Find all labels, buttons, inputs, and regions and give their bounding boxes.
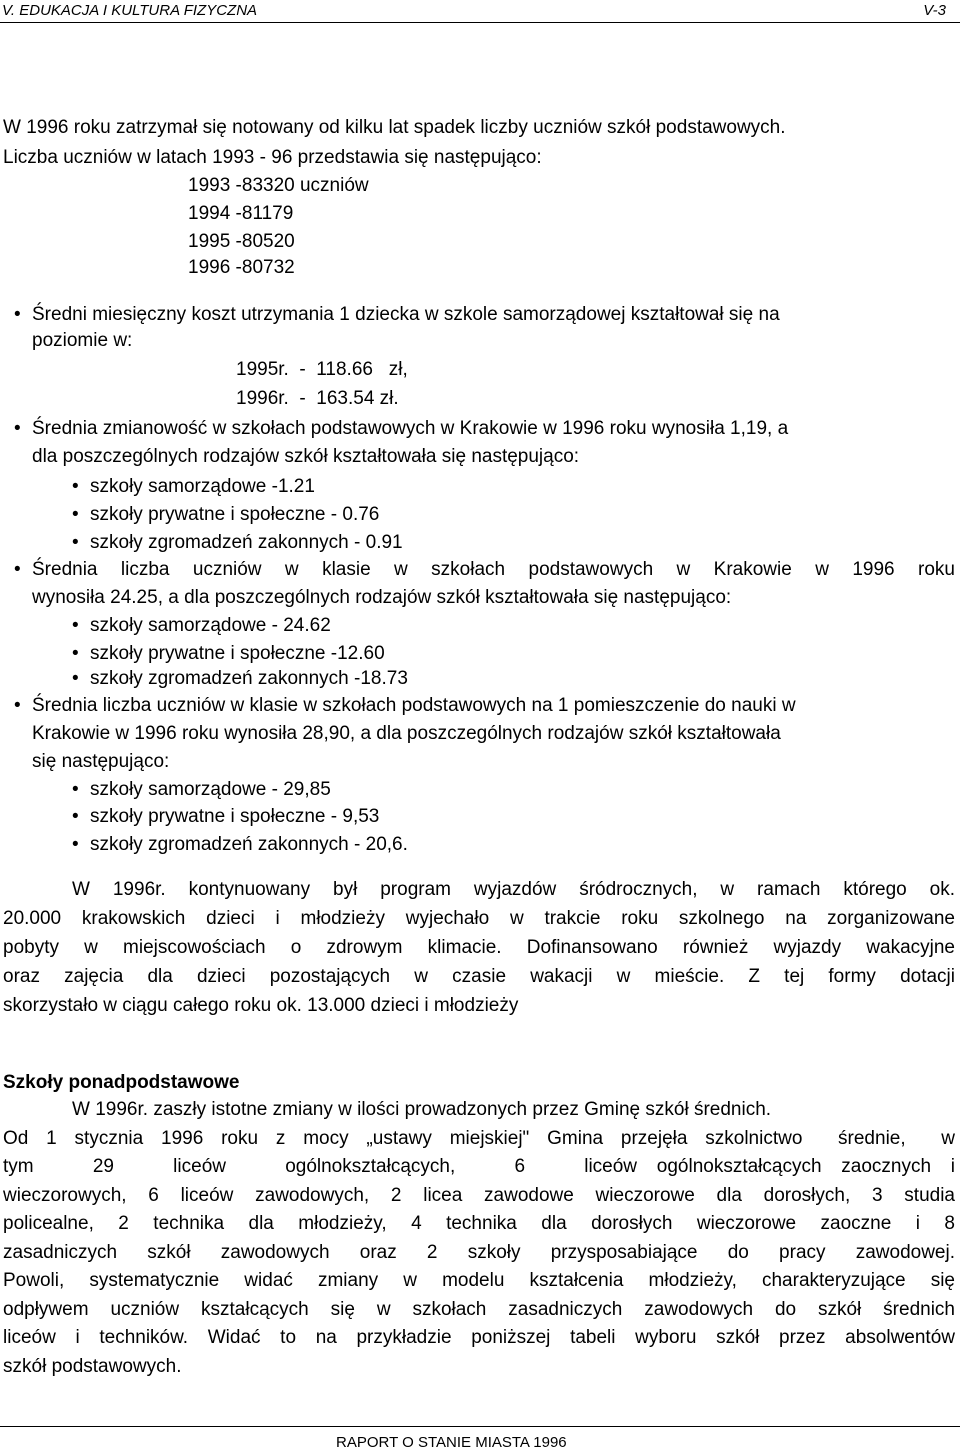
bullet-dot-icon: • [14,304,21,325]
cost-1996: 1996r. - 163.54 zł. [236,388,399,409]
secondary-line-1: W 1996r. zaszły istotne zmiany w ilości prowadzonych przez Gminę szkół średnich. [72,1099,772,1120]
bullet-dot-icon: • [14,418,21,439]
header-rule [0,22,960,23]
bullet-class-size [14,557,955,583]
secondary-line-8: odpływem uczniów kształcących się w szkołach zasadniczych zawodowych do szkół średnich [3,1299,955,1320]
room-item-2 [72,804,380,830]
bullet-dot-icon: • [72,476,79,497]
secondary-line-10: szkół podstawowych. [3,1356,182,1377]
room-item-1 [72,777,331,803]
bullet-cost [14,302,780,328]
shift-item-2 [72,502,380,528]
bullet-room-line-2: Krakowie w 1996 roku wynosiła 28,90, a dla poszczególnych rodzajów szkół kształtowała [32,723,781,744]
bullet-class-size-line-1: Średnia liczba uczniów w klasie w szkołach podstawowych w Krakowie w 1996 roku [32,559,955,580]
shift-item-1 [72,474,315,500]
bullet-cost-line-2: poziomie w: [32,330,133,351]
secondary-line-7: Powoli, systematycznie widać zmiany w modelu kształcenia młodzieży, charakteryzujące się [3,1270,955,1291]
bullet-dot-icon: • [72,668,79,689]
bullet-room [14,693,796,719]
shift-item-3-text: szkoły zgromadzeń zakonnych - 0.91 [90,532,403,553]
bullet-room-line-1: Średnia liczba uczniów w klasie w szkołach podstawowych na 1 pomieszczenie do nauki w [32,695,796,716]
footer-report-title: RAPORT O STANIE MIASTA 1996 [336,1434,567,1451]
bullet-shift [14,416,789,442]
header-chapter-title: V. EDUKACJA I KULTURA FIZYCZNA [2,2,258,19]
shift-item-2-text: szkoły prywatne i społeczne - 0.76 [90,504,380,525]
trips-line-4: oraz zajęcia dla dzieci pozostających w czasie wakacji w mieście. Z tej formy dotacji [3,966,955,987]
room-item-2-text: szkoły prywatne i społeczne - 9,53 [90,806,380,827]
bullet-dot-icon: • [72,834,79,855]
bullet-dot-icon: • [72,615,79,636]
trips-line-3: pobyty w miejscowościach o zdrowym klimacie. Dofinansowano również wyjazdy wakacyjne [3,937,955,958]
year-1996: 1996 -80732 [188,257,295,278]
bullet-shift-line-2: dla poszczególnych rodzajów szkół kształtowała się następująco: [32,446,580,467]
shift-item-3 [72,530,403,556]
bullet-cost-line-1: Średni miesięczny koszt utrzymania 1 dziecka w szkole samorządowej kształtował się na [32,304,780,325]
secondary-line-3: tym 29 liceów ogólnokształcących, 6 liceów ogólnokształcących zaocznych i [3,1156,955,1177]
bullet-dot-icon: • [72,806,79,827]
bullet-dot-icon: • [72,643,79,664]
bullet-dot-icon: • [72,504,79,525]
class-size-item-3 [72,666,408,692]
intro-line-2: Liczba uczniów w latach 1993 - 96 przedstawia się następująco: [3,147,542,168]
secondary-line-4: wieczorowych, 6 liceów zawodowych, 2 licea zawodowe wieczorowe dla dorosłych, 3 studia [3,1185,955,1206]
bullet-dot-icon: • [72,532,79,553]
header-page-number: V-3 [923,2,946,19]
trips-line-2: 20.000 krakowskich dzieci i młodzieży wyjechało w trakcie roku szkolnego na zorganizowane [3,908,955,929]
shift-item-1-text: szkoły samorządowe -1.21 [90,476,315,497]
bullet-dot-icon: • [14,559,21,580]
intro-line-1: W 1996 roku zatrzymał się notowany od kilku lat spadek liczby uczniów szkół podstawowych. [3,117,786,138]
cost-1995: 1995r. - 118.66 zł, [236,359,408,380]
bullet-class-size-line-2: wynosiła 24.25, a dla poszczególnych rodzajów szkół kształtowała się następująco: [32,587,732,608]
class-size-item-2-text: szkoły prywatne i społeczne -12.60 [90,643,385,664]
bullet-dot-icon: • [72,779,79,800]
secondary-line-5: policealne, 2 technika dla młodzieży, 4 technika dla dorosłych wieczorowe zaoczne i 8 [3,1213,955,1234]
secondary-line-9: liceów i techników. Widać to na przykładzie poniższej tabeli wyboru szkół przez absolwentów [3,1327,955,1348]
page-header [0,0,960,24]
trips-line-1: W 1996r. kontynuowany był program wyjazdów śródrocznych, w ramach którego ok. [72,879,955,900]
year-1993: 1993 -83320 uczniów [188,175,369,196]
secondary-line-6: zasadniczych szkół zawodowych oraz 2 szkoły przysposabiające do pracy zawodowej. [3,1242,955,1263]
room-item-3 [72,832,408,858]
year-1995: 1995 -80520 [188,231,295,252]
trips-line-5: skorzystało w ciągu całego roku ok. 13.000 dzieci i młodzieży [3,995,519,1016]
room-item-1-text: szkoły samorządowe - 29,85 [90,779,331,800]
year-1994: 1994 -81179 [188,203,294,224]
class-size-item-1-text: szkoły samorządowe - 24.62 [90,615,331,636]
room-item-3-text: szkoły zgromadzeń zakonnych - 20,6. [90,834,408,855]
bullet-dot-icon: • [14,695,21,716]
class-size-item-2 [72,641,385,667]
page-footer [0,1424,960,1452]
bullet-shift-line-1: Średnia zmianowość w szkołach podstawowych w Krakowie w 1996 roku wynosiła 1,19, a [32,418,789,439]
footer-rule [0,1426,960,1427]
bullet-room-line-3: się następująco: [32,751,170,772]
class-size-item-1 [72,613,331,639]
section-heading: Szkoły ponadpodstawowe [3,1072,240,1093]
secondary-line-2: Od 1 stycznia 1996 roku z mocy „ustawy miejskiej" Gmina przejęła szkolnictwo średnie, w [3,1128,955,1149]
class-size-item-3-text: szkoły zgromadzeń zakonnych -18.73 [90,668,408,689]
